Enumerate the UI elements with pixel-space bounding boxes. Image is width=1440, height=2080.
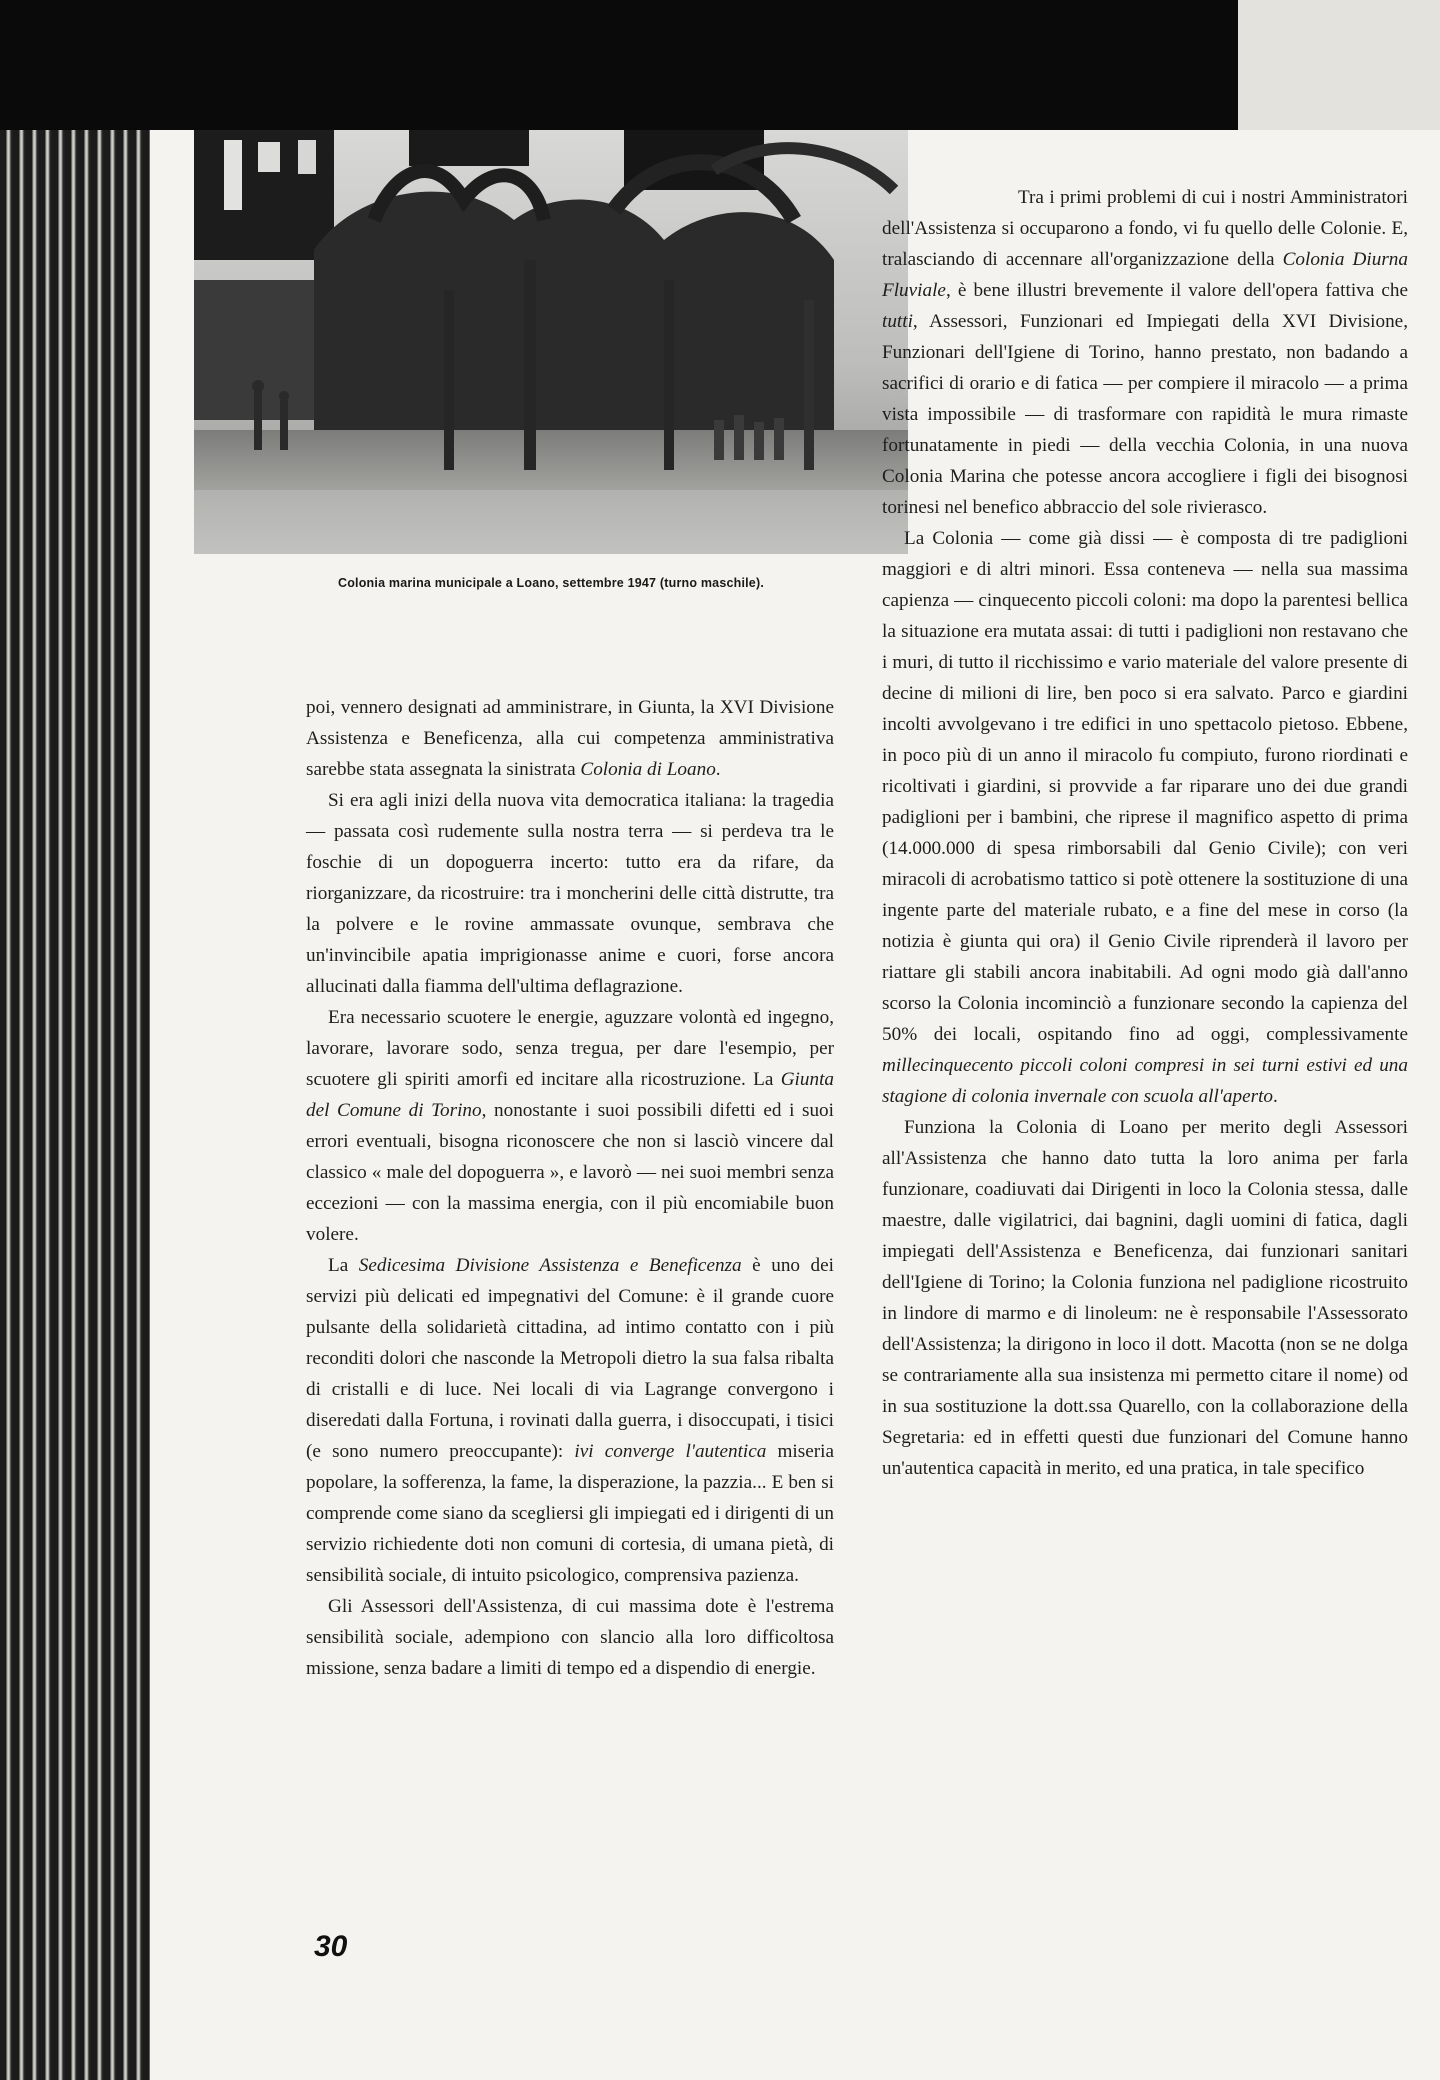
italic-text: ivi converge l'autentica <box>574 1441 767 1462</box>
paragraph: Funziona la Colonia di Loano per merito degli Assessori all'Assistenza che hanno dato tutta la loro anima per farla funzionare, coadiuvati dai Dirigenti in loco la Colonia stessa, dalle maestre, dalle vigilatrici, dai bagnini, dagli uomini di fatica, dagli impiegati dell'Assistenza e Beneficenza, dai funzionari sanitari dell'Igiene di Torino; la Colonia funziona nel padiglione ricostruito in lindore di marmo e di linoleum: ne è responsabile l'Assessorato dell'Assistenza; la dirigono in loco il dott. Macotta (non se ne dolga se contrariamente alla sua insistenza mi permetto citare il nome) od in sua sostituzione la dott.ssa Quarello, con la collaborazione della Segretaria: ed in effetti questi due funzionari del Comune hanno un'autentica capacità in merito, ed una pratica, in tale specifico <box>882 1117 1408 1479</box>
top-dark-background <box>0 0 1440 130</box>
paragraph <box>306 692 834 785</box>
italic-text: Colonia di Loano <box>580 759 716 780</box>
text-run: Era necessario scuotere le energie, aguzzare volontà ed ingegno, lavorare, lavorare sodo, senza tregua, per dare l'esempio, per scuotere gli spiriti amorfi ed incitare alla ricostruzione. La <box>306 1007 834 1090</box>
italic-text: Colonia Diurna Fluviale <box>882 249 1408 301</box>
text-run: , Assessori, Funzionari ed Impiegati della XVI Divisione, Funzionari dell'Igiene di Torino, hanno prestato, non badando a sacrifici di orario e di fatica — per compiere il miracolo — a prima vista impossibile — di trasformare con rapidità le mura rimaste fortunatamente in piedi — della vecchia Colonia, in una nuova Colonia Marina che potesse ancora accogliere i figli dei bisognosi torinesi nel benefico abbraccio del sole rivierasco. <box>882 311 1408 518</box>
text-run: . <box>1273 1086 1278 1107</box>
text-run: . <box>715 759 721 780</box>
text-run: , nonostante i suoi possibili difetti ed i suoi errori eventuali, bisogna riconoscere che non si lasciò vincere dal classico « male del dopoguerra », e lavorò — nei suoi membri senza eccezioni — con la massima energia, con il più encomiabile buon volere. <box>306 1100 834 1245</box>
paragraph <box>306 1002 834 1250</box>
paragraph: Gli Assessori dell'Assistenza, di cui massima dote è l'estrema sensibilità sociale, adempiono con slancio alla loro difficoltosa missione, senza badare a limiti di tempo ed a dispendio di energie. <box>306 1596 834 1679</box>
paragraph <box>306 1250 834 1591</box>
paragraph <box>882 182 1408 523</box>
italic-text: millecinquecento piccoli coloni compresi in sei turni estivi ed una stagione di colonia invernale con scuola all'aperto <box>882 1055 1408 1107</box>
text-run: La <box>328 1255 359 1276</box>
italic-text: tutti <box>882 311 913 332</box>
page-number: 30 <box>314 1930 348 1963</box>
photo-caption: Colonia marina municipale a Loano, settembre 1947 (turno maschile). <box>337 576 764 590</box>
text-run: poi, vennero designati ad amministrare, in Giunta, la XVI Divisione Assistenza e Beneficenza, alla cui competenza amministrativa sarebbe stata assegnata la sinistrata <box>306 697 834 780</box>
text-run: miseria popolare, la sofferenza, la fame, la disperazione, la pazzia... E ben si comprende come siano da scegliersi gli impiegati ed i dirigenti di un servizio richiedente doti non comuni di cortesia, di umana pietà, di sensibilità sociale, di intuito psicologico, comprensiva pazienza. <box>306 1441 834 1586</box>
italic-text: Giunta del Comune di Torino <box>306 1069 834 1121</box>
stacked-page-edges <box>0 130 160 2080</box>
paragraph <box>882 523 1408 1112</box>
text-run: è uno dei servizi più delicati ed impegnativi del Comune: è il grande cuore pulsante della solidarietà cittadina, ad intimo contatto con i più reconditi dolori che nasconde la Metropoli dietro la sua falsa ribalta di cristalli e di luce. Nei locali di via Lagrange convergono i diseredati dalla Fortuna, i rovinati dalla guerra, i disoccupati, i tisici (e sono numero preoccupante): <box>306 1255 834 1462</box>
colonia-photo <box>194 130 908 554</box>
back-page-corner <box>1238 0 1440 130</box>
left-text-column <box>306 692 834 1684</box>
text-run: Tra i primi problemi di cui i nostri Amministratori dell'Assistenza si occuparono a fondo, vi fu quello delle Colonie. E, tralasciando di accennare all'organizzazione della <box>882 187 1408 270</box>
italic-text: Sedicesima Divisione Assistenza e Beneficenza <box>358 1255 742 1276</box>
text-run: , è bene illustri brevemente il valore dell'opera fattiva che <box>945 280 1408 301</box>
text-run: La Colonia — come già dissi — è composta di tre padiglioni maggiori e di altri minori. Essa conteneva — nella sua massima capienza — cinquecento piccoli coloni: ma dopo la parentesi bellica la situazione era mutata assai: di tutti i padiglioni non restavano che i muri, di tutto il ricchissimo e vario materiale del valore presente di decine di milioni di lire, ben poco si era salvato. Parco e giardini incolti avvolgevano i tre edifici in uno spettacolo pietoso. Ebbene, in poco più di un anno il miracolo fu compiuto, furono riordinati e ricoltivati i giardini, si provvide a far riparare uno dei due grandi padiglioni per i bambini, che riprese il magnifico aspetto di prima (14.000.000 di spesa rimborsabili dal Genio Civile); con veri miracoli di acrobatismo tattico si potè ottenere la sostituzione di una ingente parte del materiale rubato, e a fine del mese in corso (la notizia è giunta qui ora) il Genio Civile riprenderà il lavoro per riattare gli stabili ancora inabitabili. Ad ogni modo già dall'anno scorso la Colonia incominciò a funzionare secondo la capienza del 50% dei locali, ospitando fino ad oggi, complessivamente <box>882 528 1408 1045</box>
photo-illustration <box>194 130 908 554</box>
paragraph: Si era agli inizi della nuova vita democratica italiana: la tragedia — passata così rudemente sulla nostra terra — si perdeva tra le foschie di un dopoguerra incerto: tutto era da rifare, da riorganizzare, da ricostruire: tra i moncherini delle città distrutte, tra la polvere e le rovine ammassate ovunque, sembrava che un'invincibile apatia imprigionasse anime e cuori, forse ancora allucinati dalla fiamma dell'ultima deflagrazione. <box>306 790 834 997</box>
book-page <box>150 130 1440 2080</box>
right-text-column <box>882 182 1408 1484</box>
